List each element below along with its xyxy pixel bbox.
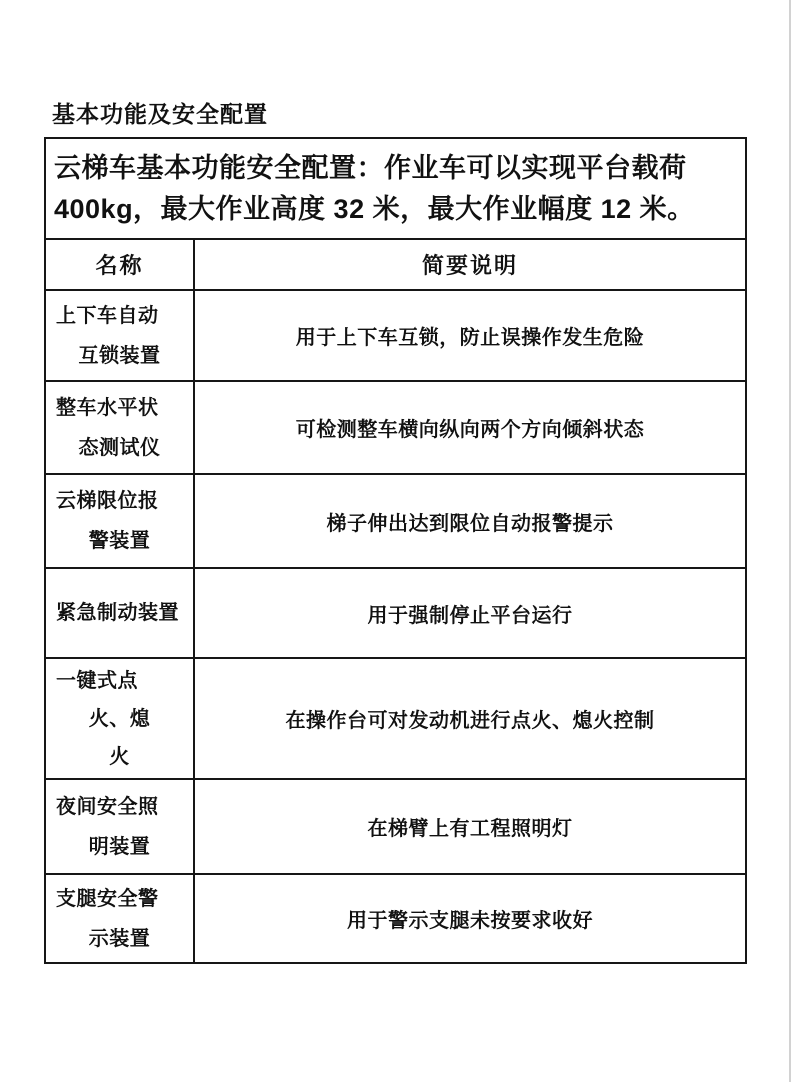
- table-row: [45, 568, 746, 658]
- spec-table: [44, 137, 747, 964]
- name-line: 态测试仪: [78, 436, 161, 459]
- name-line: 整车水平状: [56, 396, 159, 419]
- name-line: 示装置: [88, 927, 151, 950]
- name-line: 警装置: [88, 530, 151, 552]
- description-cell: 用于强制停止平台运行: [194, 568, 746, 658]
- column-header-description: 简要说明: [194, 239, 746, 290]
- name-line: 火、熄: [88, 707, 151, 730]
- table-row: [45, 874, 746, 963]
- description-cell: 可检测整车横向纵向两个方向倾斜状态: [194, 381, 746, 474]
- description-cell: 梯子伸出达到限位自动报警提示: [194, 474, 746, 568]
- page-edge-line: [789, 0, 791, 1082]
- caption-line-1: 云梯车基本功能安全配置：作业车可以实现平台载荷: [54, 152, 687, 183]
- description-cell: 用于上下车互锁，防止误操作发生危险: [194, 290, 746, 381]
- name-cell: [45, 658, 194, 779]
- name-line: 夜间安全照: [56, 795, 159, 818]
- name-cell: [45, 568, 194, 658]
- table-row: [45, 290, 746, 381]
- column-header-name: 名称: [45, 239, 194, 290]
- name-line: 火: [109, 745, 130, 768]
- name-line: 一键式点: [56, 669, 138, 692]
- table-caption-cell: [45, 138, 746, 239]
- table-caption-row: [45, 138, 746, 239]
- name-line: 紧急制动装置: [56, 602, 179, 624]
- name-cell: [45, 290, 194, 381]
- table-header-row: [45, 239, 746, 290]
- description-cell: 用于警示支腿未按要求收好: [194, 874, 746, 963]
- name-line: 互锁装置: [78, 344, 161, 367]
- table-row: [45, 779, 746, 874]
- name-line: 明装置: [88, 835, 151, 858]
- name-line: 支腿安全警: [56, 887, 159, 910]
- name-cell: [45, 874, 194, 963]
- description-cell: 在操作台可对发动机进行点火、熄火控制: [194, 658, 746, 779]
- caption-line-2: 400kg，最大作业高度 32 米，最大作业幅度 12 米。: [54, 193, 695, 224]
- table-row: [45, 658, 746, 779]
- name-cell: [45, 381, 194, 474]
- name-cell: [45, 779, 194, 874]
- table-row: [45, 474, 746, 568]
- table-row: [45, 381, 746, 474]
- name-cell: [45, 474, 194, 568]
- section-title: 基本功能及安全配置: [52, 101, 268, 127]
- name-line: 上下车自动: [56, 304, 159, 327]
- description-cell: 在梯臂上有工程照明灯: [194, 779, 746, 874]
- name-line: 云梯限位报: [56, 490, 159, 512]
